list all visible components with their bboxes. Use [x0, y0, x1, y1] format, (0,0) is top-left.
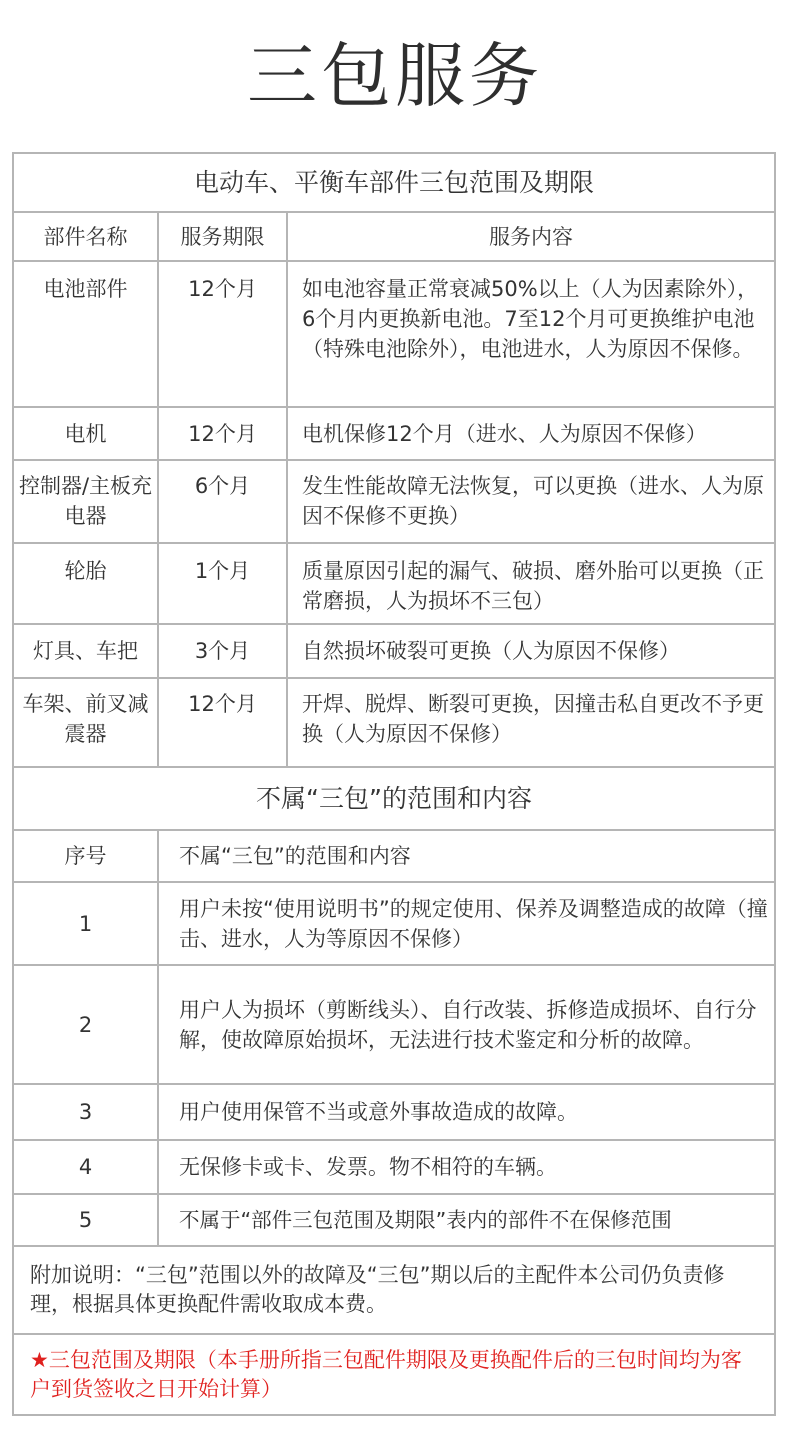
col-header-content: 服务内容 [489, 224, 573, 249]
table-row-period: 12个月 [188, 421, 257, 446]
table-row-content: 开焊、脱焊、断裂可更换，因撞击私自更改不予更换（人为原因不保修） [302, 692, 764, 746]
table-row-period: 6个月 [194, 474, 251, 498]
table-row-period: 3个月 [194, 639, 251, 663]
table-row-content: 发生性能故障无法恢复，可以更换（进水、人为原因不保修不更换） [302, 474, 764, 528]
table-row-content: 用户未按“使用说明书”的规定使用、保养及调整造成的故障（撞击、进水，人为等原因不保修） [179, 896, 768, 951]
col-header-exclusion: 不属“三包”的范围和内容 [179, 844, 411, 868]
table-row-number: 2 [78, 1012, 93, 1037]
warranty-period-footnote: ★三包范围及期限（本手册所指三包配件期限及更换配件后的三包时间均为客户到货签收之日开始计算） [30, 1347, 742, 1401]
table1-heading: 电动车、平衡车部件三包范围及期限 [193, 167, 594, 197]
table-row-number: 1 [78, 911, 93, 936]
additional-note: 附加说明：“三包”范围以外的故障及“三包”期以后的主配件本公司仍负责修理，根据具体更换配件需收取成本费。 [30, 1263, 725, 1316]
table-row-part: 电机 [64, 421, 107, 446]
table-row-content: 电机保修12个月（进水、人为原因不保修） [302, 421, 707, 446]
page-title: 三包服务 [247, 35, 543, 117]
table-row-part: 控制器/主板充电器 [18, 474, 153, 528]
table-row-part: 轮胎 [64, 559, 107, 583]
col-header-period: 服务期限 [180, 224, 265, 249]
table-row-content: 用户使用保管不当或意外事故造成的故障。 [179, 1100, 578, 1124]
table-row-content: 自然损坏破裂可更换（人为原因不保修） [302, 639, 680, 663]
table-row-part: 车架、前叉减震器 [22, 692, 149, 746]
table-row-period: 12个月 [188, 692, 257, 716]
table-row-number: 5 [78, 1208, 93, 1232]
table-row-period: 12个月 [188, 277, 257, 301]
table-row-part: 电池部件 [43, 277, 128, 301]
table-row-period: 1个月 [194, 559, 251, 583]
table-row-number: 3 [78, 1100, 93, 1124]
table-row-content: 用户人为损坏（剪断线头）、自行改装、拆修造成损坏、自行分解，使故障原始损坏，无法进行技术鉴定和分析的故障。 [179, 997, 757, 1052]
table-row-content: 质量原因引起的漏气、破损、磨外胎可以更换（正常磨损，人为损坏不三包） [302, 559, 764, 613]
col-header-number: 序号 [64, 844, 107, 868]
table-row-content: 如电池容量正常衰减50%以上（人为因素除外），6个月内更换新电池。7至12个月可更换维护电池（特殊电池除外），电池进水，人为原因不保修。 [302, 277, 759, 361]
table2-heading: 不属“三包”的范围和内容 [256, 783, 532, 813]
table-row-content: 无保修卡或卡、发票。物不相符的车辆。 [179, 1155, 557, 1179]
table-row-number: 4 [78, 1155, 93, 1179]
table-row-content: 不属于“部件三包范围及期限”表内的部件不在保修范围 [179, 1208, 672, 1232]
table-row-part: 灯具、车把 [33, 639, 138, 663]
col-header-part: 部件名称 [43, 224, 128, 249]
